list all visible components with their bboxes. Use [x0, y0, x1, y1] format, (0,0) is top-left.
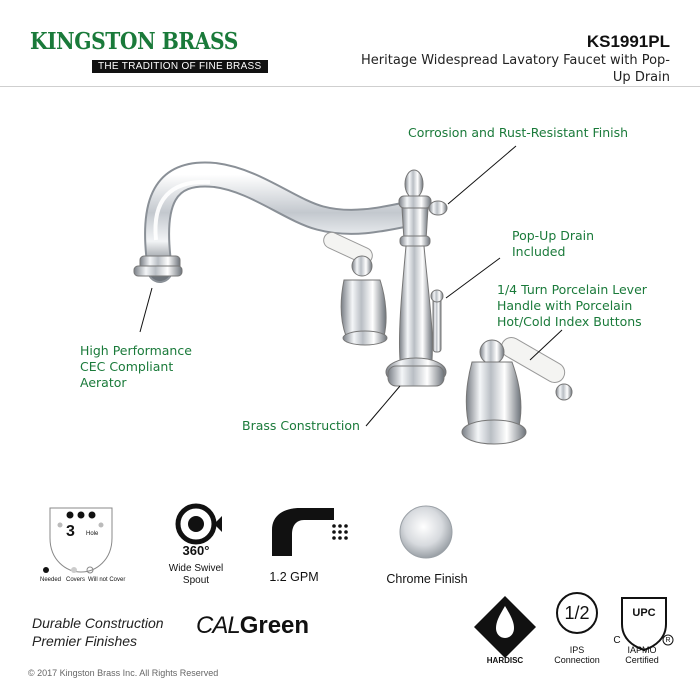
ips-fraction: 1/2: [564, 603, 590, 623]
registered-mark: R: [665, 637, 671, 644]
callout-handle-line3: Hot/Cold Index Buttons: [497, 314, 642, 329]
iapmo-label: [614, 645, 670, 665]
durable-line2: Premier Finishes: [32, 633, 138, 649]
upc-mark: UPC: [632, 607, 656, 619]
product-description: Heritage Widespread Lavatory Faucet with Pop-Up Drain: [361, 53, 670, 85]
durable-line1: Durable Construction: [32, 615, 164, 631]
swivel-label-line1: Wide Swivel: [168, 563, 224, 574]
iapmo-label-line1: IAPMO: [627, 645, 657, 655]
callout-drain-line2: Included: [512, 244, 566, 259]
callout-aerator-line1: High Performance: [80, 343, 192, 358]
callout-handle-line1: 1/4 Turn Porcelain Lever: [497, 282, 647, 297]
callout-handle: [497, 282, 647, 330]
ips-label-line1: IPS: [569, 645, 585, 655]
callout-aerator-line2: CEC Compliant: [80, 359, 174, 374]
calgreen-cal: CAL: [196, 612, 240, 639]
hardisc-label: HARDISC: [486, 656, 524, 665]
callout-drain-line1: Pop-Up Drain: [512, 228, 595, 243]
swivel-label-line2: Spout: [182, 575, 210, 586]
chrome-finish-swatch: [400, 506, 452, 558]
model-number: KS1991PL: [586, 32, 670, 51]
right-handle: [462, 334, 572, 444]
brand-name: KINGSTON BRASS: [30, 28, 238, 55]
iapmo-label-line2: Certified: [625, 655, 659, 665]
brand-tagline: THE TRADITION OF FINE BRASS: [92, 60, 268, 73]
callout-aerator: [80, 343, 192, 391]
hardisc-icon: [474, 596, 536, 658]
swivel-icon: [178, 506, 222, 542]
callout-drain: [512, 228, 594, 260]
legend-not-cover: Will not Cover: [88, 577, 126, 583]
left-handle: [321, 230, 387, 345]
legend-needed: Needed: [40, 577, 62, 583]
upc-c-mark: C: [613, 635, 621, 646]
callout-finish: Corrosion and Rust-Resistant Finish: [408, 125, 629, 140]
calgreen-green: Green: [239, 612, 310, 639]
flow-rate: 1.2 GPM: [269, 570, 319, 584]
hole-word: Hole: [86, 531, 99, 537]
ips-label: [547, 645, 607, 665]
callout-handle-line2: Handle with Porcelain: [497, 298, 633, 313]
calgreen-logo: [196, 612, 309, 640]
hole-diagram-icon: [43, 508, 112, 573]
durable-tagline: [32, 614, 164, 650]
copyright: © 2017 Kingston Brass Inc. All Rights Reserved: [28, 668, 219, 678]
swivel-label: [160, 563, 232, 587]
callout-construction: Brass Construction: [242, 418, 360, 433]
legend-covers: Covers: [66, 577, 86, 583]
ips-label-line2: Connection: [554, 655, 600, 665]
faucet-body: [386, 170, 447, 386]
hole-count: 3: [66, 523, 75, 540]
finish-label: Chrome Finish: [386, 572, 468, 586]
swivel-degrees: 360°: [182, 543, 210, 558]
callout-aerator-line3: Aerator: [80, 375, 127, 390]
flow-icon: [272, 508, 348, 556]
